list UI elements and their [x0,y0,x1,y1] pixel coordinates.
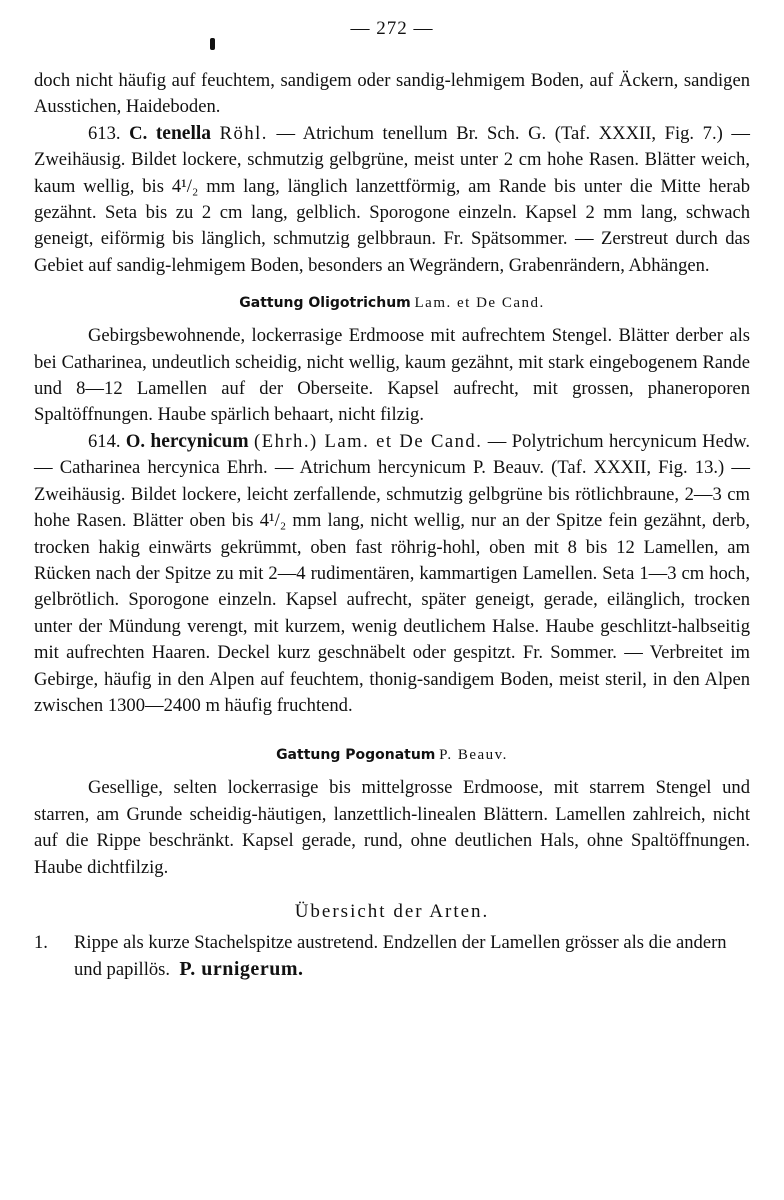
page-number: — 272 — [350,18,434,39]
genus-description-oligotrichum: Gebirgsbewohnende, lockerrasige Erdmoose mit aufrechtem Stengel. Blätter derber als bei Catharinea, undeutlich scheidig, nicht wellig, kaum gezähnt, mit stark eingebogenem Rande und 8—12 Lamellen auf der Oberseite. Kapsel aufrecht, mit grossen, phaneroporen Spaltöffnungen. Haube spärlich behaart, nicht filzig. [34,325,750,426]
key-item [34,929,750,983]
species-description: — Atrichum tenellum Br. Sch. G. (Taf. XXXII, Fig. 7.) — Zweihäusig. Bildet lockere, schmutzig gelbgrüne, meist unter 2 cm hohe Rasen. Blätter weich, kaum wellig, bis 4¹/₂ mm lang, länglich lanzettförmig, am Rande bis unter die Mitte herab gezähnt. Seta bis zu 2 cm lang, gelblich. Sporogone einzeln. Kapsel 2 mm lang, schwach geneigt, eiförmig bis länglich, schmutzig gelbbraun. Fr. Spätsommer. — Zerstreut durch das Gebiet auf sandig-lehmigem Boden, besonders an Wegrändern, Grabenrändern, Abhängen. [34,122,750,276]
genus-heading-oligotrichum [34,293,750,313]
key-species-name: P. urnigerum. [179,957,304,980]
species-epithet: tenella [155,122,212,144]
genus-abbreviation: C. [129,122,148,144]
species-epithet: hercynicum [150,430,249,452]
genus-name: Gattung Pogonatum [276,747,436,764]
genus-abbreviation: O. [125,430,146,452]
species-entry-614 [34,429,750,719]
key-text-block [74,929,750,983]
key-number: 1. [34,931,48,953]
key-description: Rippe als kurze Stachelspitze austretend. Endzellen der Lamellen grösser als die andern und papillös. [74,931,727,980]
species-entry-613 [34,121,750,279]
genus-author: Lam. et De Cand. [414,295,545,312]
continuation-paragraph: doch nicht häufig auf feuchtem, sandigem oder sandig-lehmigem Boden, auf Äckern, sandigen Ausstichen, Haideboden. [34,70,750,118]
page-body [34,68,750,983]
genus-name: Gattung Oligotrichum [239,295,411,312]
species-overview-heading: Übersicht der Arten. [294,900,490,922]
species-author: (Ehrh.) Lam. et De Cand. [254,430,483,452]
genus-author: P. Beauv. [439,747,508,764]
genus-description-pogonatum: Gesellige, selten lockerrasige bis mittelgrosse Erdmoose, mit starrem Stengel und starren, am Grunde scheidig-häutigen, lanzettlich-linealen Blättern. Lamellen zahlreich, nicht auf die Rippe beschränkt. Kapsel gerade, rund, ohne deutlichen Hals, ohne Spaltöffnungen. Haube dichtfilzig. [34,777,750,878]
species-author: Röhl. [219,122,268,144]
ink-speck [210,38,215,50]
entry-number: 614. [88,430,121,452]
entry-number: 613. [88,122,121,144]
genus-heading-pogonatum [34,745,750,765]
species-description: — Polytrichum hercynicum Hedw. — Catharinea hercynica Ehrh. — Atrichum hercynicum P. Beauv. (Taf. XXXII, Fig. 13.) — Zweihäusig. Bildet lockere, leicht zerfallende, schmutzig gelbgrüne bis rötlichbraune, 2—3 cm hohe Rasen. Blätter oben bis 4¹/₂ mm lang, nicht wellig, nur an der Spitze fein gezähnt, derb, trocken hakig einwärts gekrümmt, oben fast röhrig-hohl, oben mit 8 bis 12 Lamellen, am Rücken nach der Spitze zu mit 2—4 rudimentären, kammartigen Lamellen. Seta 1—3 cm hoch, gelbrötlich. Sporogone einzeln. Kapsel aufrecht, später geneigt, gerade, eilänglich, trocken unter der Mündung verengt, mit kurzem, wenig deutlichem Halse. Haube geschlitzt-halbseitig mit aufrechten Haaren. Deckel kurz geschnäbelt oder gespitzt. Fr. Sommer. — Verbreitet im Gebirge, häufig in den Alpen auf feuchtem, thonig-sandigem Boden, meist steril, in den Alpen zwischen 1300—2400 m häufig fruchtend. [34,430,750,716]
